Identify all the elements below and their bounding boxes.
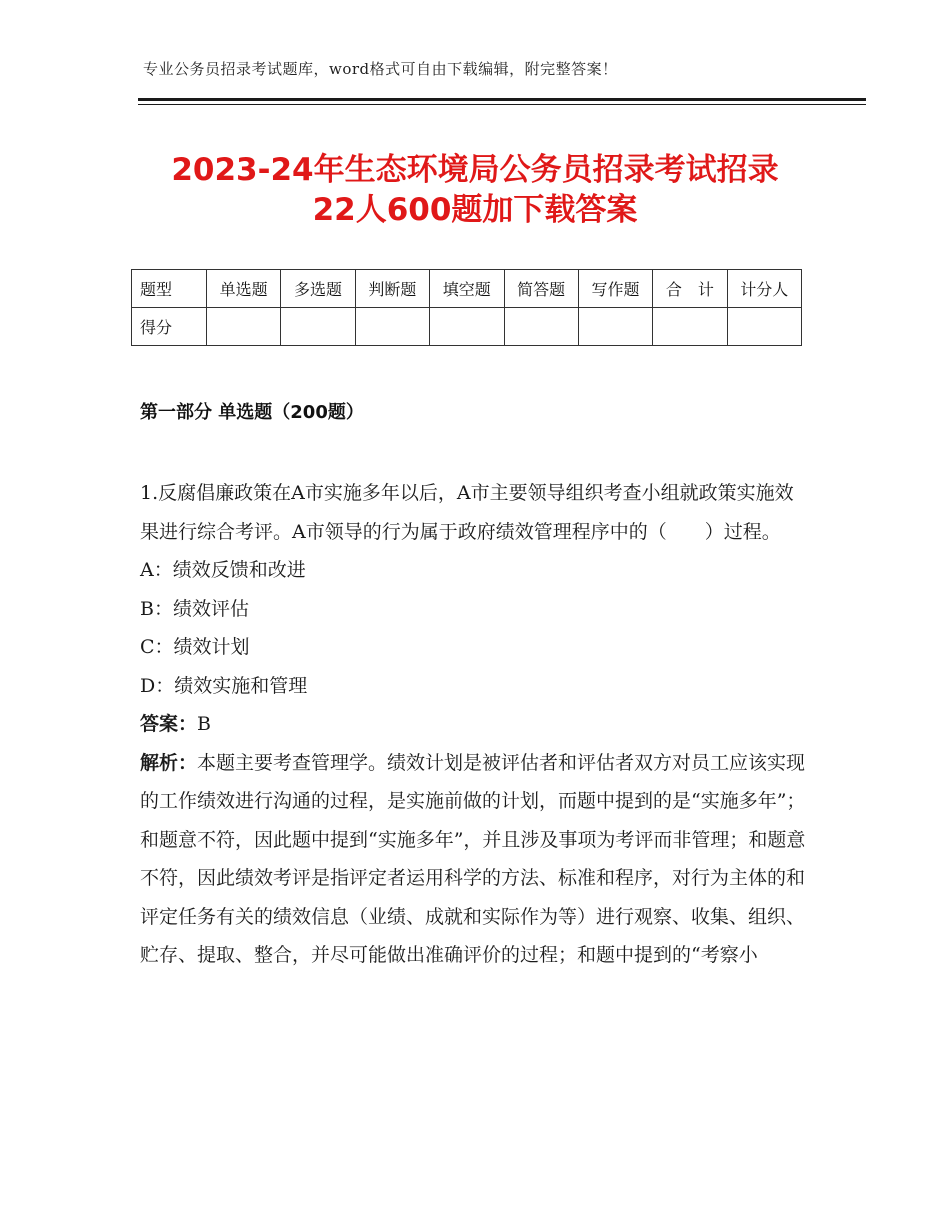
document-title — [120, 150, 830, 230]
option-a: A：绩效反馈和改进 — [140, 559, 306, 581]
score-input-cell — [281, 308, 355, 346]
score-input-cell — [727, 308, 801, 346]
title-line-1: 2023-24年生态环境局公务员招录考试招录 — [171, 152, 779, 188]
section-title: 第一部分 单选题（200题） — [140, 402, 364, 423]
score-table-header-row — [132, 270, 802, 308]
table-cell: 写作题 — [578, 270, 652, 308]
option-b: B：绩效评估 — [140, 597, 249, 620]
header-note: 专业公务员招录考试题库，word格式可自由下载编辑，附完整答案！ — [143, 60, 618, 78]
analysis — [140, 744, 812, 975]
score-input-cell — [430, 308, 504, 346]
answer-label: 答案： — [140, 713, 198, 735]
title-line-2: 22人600题加下载答案 — [312, 192, 638, 228]
score-table — [131, 269, 802, 346]
option-d: D：绩效实施和管理 — [140, 674, 308, 697]
score-input-cell — [504, 308, 578, 346]
table-cell: 简答题 — [504, 270, 578, 308]
score-input-cell — [653, 308, 727, 346]
header-rule-thick — [138, 98, 866, 101]
score-table-score-row — [132, 308, 802, 346]
table-cell: 题型 — [132, 270, 207, 308]
table-cell: 填空题 — [430, 270, 504, 308]
table-cell: 得分 — [132, 308, 207, 346]
table-cell: 计分人 — [727, 270, 801, 308]
analysis-text: 本题主要考查管理学。绩效计划是被评估者和评估者双方对员工应该实现的工作绩效进行沟通的过程，是实施前做的计划，而题中提到的是“实施多年”；和题意不符，因此题中提到“实施多年”，并且涉及事项为考评而非管理；和题意不符，因此绩效考评是指评定者运用科学的方法、标准和程序，对行为主体的和评定任务有关的绩效信息（业绩、成就和实际作为等）进行观察、收集、组织、贮存、提取、整合，并尽可能做出准确评价的过程；和题中提到的“考察小 — [140, 751, 806, 966]
answer-line — [140, 705, 812, 744]
score-input-cell — [578, 308, 652, 346]
table-cell: 合 计 — [653, 270, 727, 308]
header-rule-thin — [138, 104, 866, 105]
score-input-cell — [355, 308, 429, 346]
score-input-cell — [207, 308, 281, 346]
table-cell: 单选题 — [207, 270, 281, 308]
table-cell: 多选题 — [281, 270, 355, 308]
analysis-label: 解析： — [140, 751, 198, 774]
question-stem: 1.反腐倡廉政策在A市实施多年以后，A市主要领导组织考查小组就政策实施效果进行综合考评。A市领导的行为属于政府绩效管理程序中的（ ）过程。 — [140, 482, 794, 543]
option-c: C：绩效计划 — [140, 636, 250, 658]
table-cell: 判断题 — [355, 270, 429, 308]
answer-value: B — [197, 713, 211, 735]
question-block — [140, 474, 812, 975]
